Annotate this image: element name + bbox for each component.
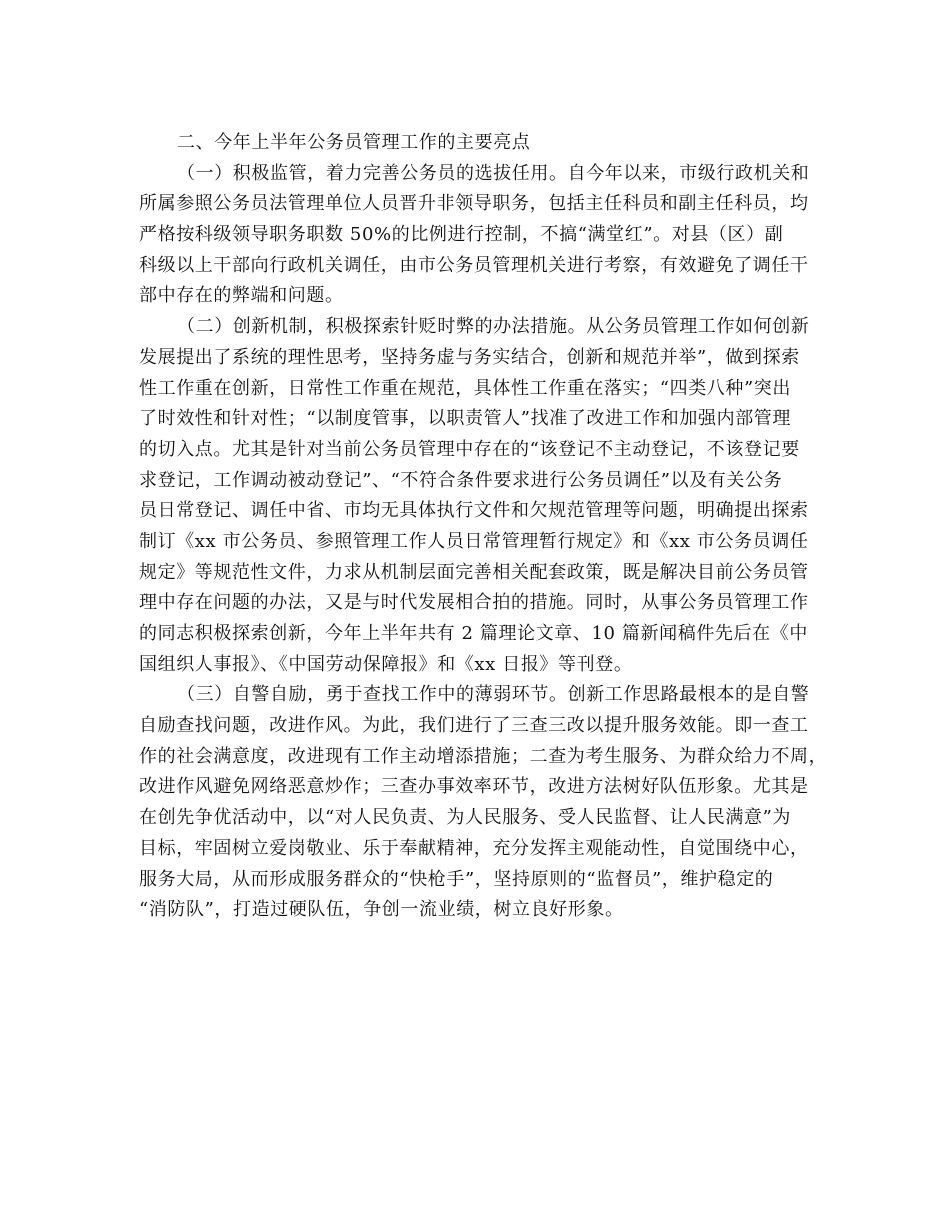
paragraph-line: 科级以上干部向行政机关调任，由市公务员管理机关进行考察，有效避免了调任干: [139, 254, 809, 276]
paragraph-line: 在创先争优活动中，以“对人民负责、为人民服务、受人民监督、让人民满意”为: [139, 807, 792, 829]
paragraph-line: 所属参照公务员法管理单位人员晋升非领导职务，包括主任科员和副主任科员，均: [139, 193, 809, 215]
paragraph-line: 改进作风避免网络恶意炒作；三查办事效率环节，改进方法树好队伍形象。尤其是: [139, 776, 809, 798]
paragraph-line: （一）积极监管，着力完善公务员的选拔任用。自今年以来，市级行政机关和: [177, 162, 810, 184]
paragraph-line: 规定》等规范性文件，力求从机制层面完善相关配套政策，既是解决目前公务员管: [139, 561, 809, 583]
paragraph-line: 了时效性和针对性；“以制度管事，以职责管人”找准了改进工作和加强内部管理: [139, 408, 792, 430]
paragraph-line: 员日常登记、调任中省、市均无具体执行文件和欠规范管理等问题，明确提出探索: [139, 500, 809, 522]
paragraph-line: 服务大局，从而形成服务群众的“快枪手”，坚持原则的“监督员”，维护稳定的: [139, 868, 774, 890]
paragraph-line: 理中存在问题的办法，又是与时代发展相合拍的措施。同时，从事公务员管理工作: [139, 592, 809, 614]
paragraph-line: 目标，牢固树立爱岗敬业、乐于奉献精神，充分发挥主观能动性，自觉围绕中心，: [139, 837, 809, 859]
paragraph-1: [139, 159, 811, 312]
paragraph-line: 自励查找问题，改进作风。为此，我们进行了三查三改以提升服务效能。即一查工: [139, 715, 809, 737]
paragraph-line: 发展提出了系统的理性思考，坚持务虚与务实结合，创新和规范并举”，做到探索: [139, 346, 800, 368]
paragraph-line: 的切入点。尤其是针对当前公务员管理中存在的“该登记不主动登记，不该登记要: [139, 438, 800, 460]
paragraph-line: 部中存在的弊端和问题。: [139, 285, 344, 307]
document-body: [139, 128, 828, 926]
section-heading: 二、今年上半年公务员管理工作的主要亮点: [177, 132, 531, 153]
paragraph-line: 的同志积极探索创新，今年上半年共有 2 篇理论文章、10 篇新闻稿件先后在《中: [139, 623, 808, 644]
paragraph-2: [139, 312, 811, 680]
paragraph-line: （二）创新机制，积极探索针贬时弊的办法措施。从公务员管理工作如何创新: [177, 316, 810, 338]
paragraph-line: 作的社会满意度，改进现有工作主动增添措施；二查为考生服务、为群众给力不周，: [139, 745, 828, 767]
paragraph-line: 求登记，工作调动被动登记”、“不符合条件要求进行公务员调任”以及有关公务: [139, 469, 783, 491]
paragraph-line: 制订《xx 市公务员、参照管理工作人员日常管理暂行规定》和《xx 市公务员调任: [139, 530, 809, 552]
paragraph-line: 性工作重在创新，日常性工作重在规范，具体性工作重在落实；“四类八种”突出: [139, 377, 792, 399]
paragraph-line: 国组织人事报》、《中国劳动保障报》和《xx 日报》等刊登。: [139, 653, 633, 675]
paragraph-3: [139, 680, 828, 926]
paragraph-line: “消防队”，打造过硬队伍，争创一流业绩，树立良好形象。: [139, 899, 624, 921]
paragraph-line: （三）自警自励，勇于查找工作中的薄弱环节。创新工作思路最根本的是自警: [177, 684, 810, 706]
paragraph-line: 严格按科级领导职务职数 50%的比例进行控制，不搞“满堂红”。对县（区）副: [139, 224, 784, 246]
